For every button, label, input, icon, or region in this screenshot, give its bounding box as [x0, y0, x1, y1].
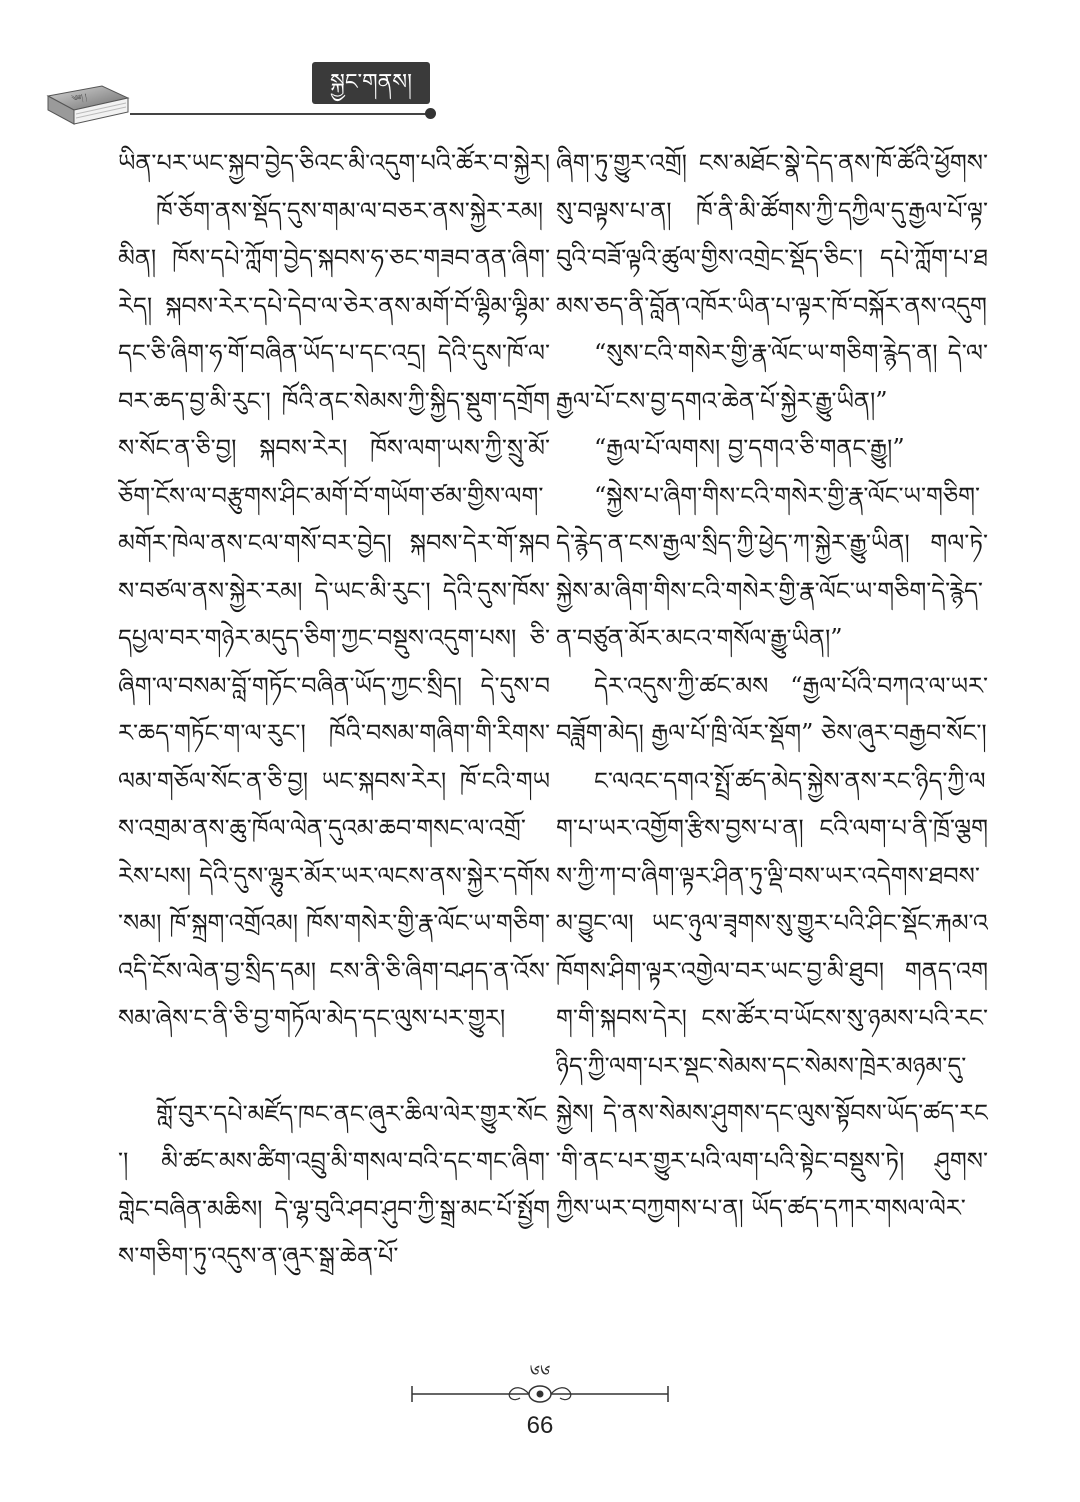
page-header	[0, 0, 1080, 140]
paragraph: གློ་བུར་དཔེ་མཛོད་ཁང་ནང་ཞུར་ཆིལ་ལེར་གྱུར་སོང་། མི་ཚང་མས་ཚིག་འབྲུ་མི་གསལ་བའི་དང་གང་ཞིག་གླེང་བཞིན་མཆིས། དེ་ལྷ་བུའི་ཤབ་ཤུབ་ཀྱི་སྒྲ་མང་པོ་སྤྱོགས་གཅིག་ཏུ་འདུས་ན་ཞུར་སྒྲ་ཆེན་པོ་	[118, 1099, 550, 1270]
book-icon	[42, 80, 132, 130]
page-footer	[0, 1340, 1080, 1500]
header-rule	[130, 113, 430, 115]
svg-text:༄༅། །: ༄༅། །	[70, 92, 88, 103]
paragraph: ཡིན་པར་ཡང་སྐྱབ་བྱེད་ཅིའང་མི་འདུག་པའི་ཚོར་བ་སྐྱེར།	[118, 149, 550, 177]
right-column	[556, 140, 988, 1340]
paragraph: ཁོ་ཅོག་ནས་སྡོད་དུས་གམ་ལ་བཅར་ནས་སྐྱེར་རམ། མིན། ཁོས་དཔེ་ཀློག་བྱེད་སྐབས་ཧ་ཅང་གཟབ་ནན་ཞིག་རེད། སྐབས་རེར་དཔེ་དེབ་ལ་ཅེར་ནས་མགོ་བོ་ལྷིམ་ལྷིམ་དང་ཅི་ཞིག་ཧ་གོ་བཞིན་ཡོད་པ་དང་འདྲ། དེའི་དུས་ཁོ་ལ་བར་ཆད་བྱ་མི་རུང་། ཁོའི་ནང་སེམས་ཀྱི་སྐྱིད་སྡུག་དགྲོགས་སོང་ན་ཅི་བྱ། སྐབས་རེར། ཁོས་ལག་ཡས་ཀྱི་སྲུ་མོ་ཅོག་ངོས་ལ་བརྩུགས་ཤིང་མགོ་བོ་གཡོག་ཙམ་གྱིས་ལག་མགོར་ཁེལ་ནས་ངལ་གསོ་བར་བྱེད། སྐབས་དེར་གོ་སྐབས་བཙལ་ནས་སྐྱེར་རམ། དེ་ཡང་མི་རུང་། དེའི་དུས་ཁོས་དཔྱལ་བར་གཉེར་མདུད་ཅིག་ཀྱང་བསྡུས་འདུག་པས། ཅི་ཞིག་ལ་བསམ་བློ་གཏོང་བཞིན་ཡོད་ཀྱང་སྲིད། དེ་དུས་བར་ཆད་གཏོང་ག་ལ་རུང་། ཁོའི་བསམ་གཞིག་གི་རིགས་ལམ་གཅོལ་སོང་ན་ཅི་བྱ། ཡང་སྐབས་རེར། ཁོ་ངའི་གཡས་འགྲམ་ནས་ཆུ་ཁོལ་ལེན་དུའམ་ཆབ་གསང་ལ་འགྲོ་རེས་པས། དེའི་དུས་ལྷུར་མོར་ཡར་ལངས་ནས་སྐྱེར་དགོས་སམ། ཁོ་སྐྲག་འགྲོའམ། ཁོས་གསེར་གྱི་རྣ་ལོང་ཡ་གཅིག་འདི་ངོས་ལེན་བྱ་སྲིད་དམ། ངས་ནི་ཅི་ཞིག་བཤད་ན་འོས་སམ་ཞེས་ང་ནི་ཅི་བྱ་གཏོལ་མེད་དང་ལུས་པར་གྱུར།	[118, 196, 550, 1032]
paragraph: དེར་འདུས་ཀྱི་ཚང་མས “རྒྱལ་པོའི་བཀའ་ལ་ཡར་བཟློག་མེད། རྒྱལ་པོ་ཁྲི་ལོར་སྡོག” ཅེས་ཞུར་བརྒྱབ་སོང་།	[556, 671, 988, 747]
section-tag: སྐྱང་གནས།	[312, 62, 430, 104]
paragraph: “སུས་ངའི་གསེར་གྱི་རྣ་ལོང་ཡ་གཅིག་རྙེད་ན། དེ་ལ་རྒྱལ་པོ་ངས་བྱ་དགའ་ཆེན་པོ་སྐྱེར་རྒྱུ་ཡིན།”	[556, 339, 988, 415]
page-number: 66	[526, 1412, 554, 1439]
paragraph: ང་ལའང་དགའ་སྤྲོ་ཚད་མེད་སྐྱེས་ནས་རང་ཉིད་ཀྱི་ལག་པ་ཡར་འགྱོག་རྩིས་བྱས་པ་ན། ངའི་ལག་པ་ནི་ཁྲོ་ལྕགས་ཀྱི་ཀ་བ་ཞིག་ལྟར་ཤིན་ཏུ་ལྡི་བས་ཡར་འདེགས་ཐབས་མ་བྱུང་ལ། ཡང་ཉུལ་ཟྭགས་སུ་གྱུར་པའི་ཤིང་སྡོང་རྐམ་འཁོགས་ཤིག་ལྟར་འགྱེལ་བར་ཡང་བྱ་མི་ཐུབ། གནད་འགག་གི་སྐབས་དེར། ངས་ཚོར་བ་ཡོངས་སུ་ཉམས་པའི་རང་ཉིད་ཀྱི་ལག་པར་སྡང་སེམས་དང་སེམས་ཁྲེར་མཉམ་དུ་སྐྱེས། དེ་ནས་སེམས་ཤུགས་དང་ལུས་སྟོབས་ཡོད་ཚད་རང་གི་ནང་པར་གྱུར་པའི་ལག་པའི་སྟེང་བསྡུས་ཏེ། ཤུགས་ཀྱིས་ཡར་བཀྱགས་པ་ན། ཡོད་ཚད་དཀར་གསལ་ལེར་	[556, 766, 988, 1222]
left-column	[118, 140, 550, 1340]
paragraph: “སྐྱེས་པ་ཞིག་གིས་ངའི་གསེར་གྱི་རྣ་ལོང་ཡ་གཅིག་དེ་རྙེད་ན་ངས་རྒྱལ་སྲིད་ཀྱི་ཕྱེད་ཀ་སྐྱེར་རྒྱུ་ཡིན། གལ་ཏེ་སྐྱེས་མ་ཞིག་གིས་ངའི་གསེར་གྱི་རྣ་ལོང་ཡ་གཅིག་དེ་རྙེད་ན་བཙུན་མོར་མངའ་གསོལ་རྒྱུ་ཡིན།”	[556, 481, 988, 652]
tibetan-page-number: ༦༦	[529, 1360, 551, 1384]
header-rule-dot	[425, 108, 436, 119]
footer-ornament	[410, 1380, 670, 1410]
paragraph: ཞིག་ཏུ་གྱུར་འགྲོ། ངས་མཐོང་སྣེ་དེད་ནས་ཁོ་ཚོའི་ཕྱོགས་སུ་བལྟས་པ་ན། ཁོ་ནི་མི་ཚོགས་ཀྱི་དཀྱིལ་དུ་རྒྱལ་པོ་ལྟ་བུའི་བཟོ་ལྟའི་ཚུལ་གྱིས་འགྲེང་སྡོད་ཅིང་། དཔེ་ཀློག་པ་ཐམས་ཅད་ནི་བློན་འཁོར་ཡིན་པ་ལྟར་ཁོ་བསྐོར་ནས་འདུག	[556, 149, 988, 320]
paragraph: “རྒྱལ་པོ་ལགས། བྱ་དགའ་ཅི་གནང་རྒྱུ།”	[594, 434, 905, 462]
